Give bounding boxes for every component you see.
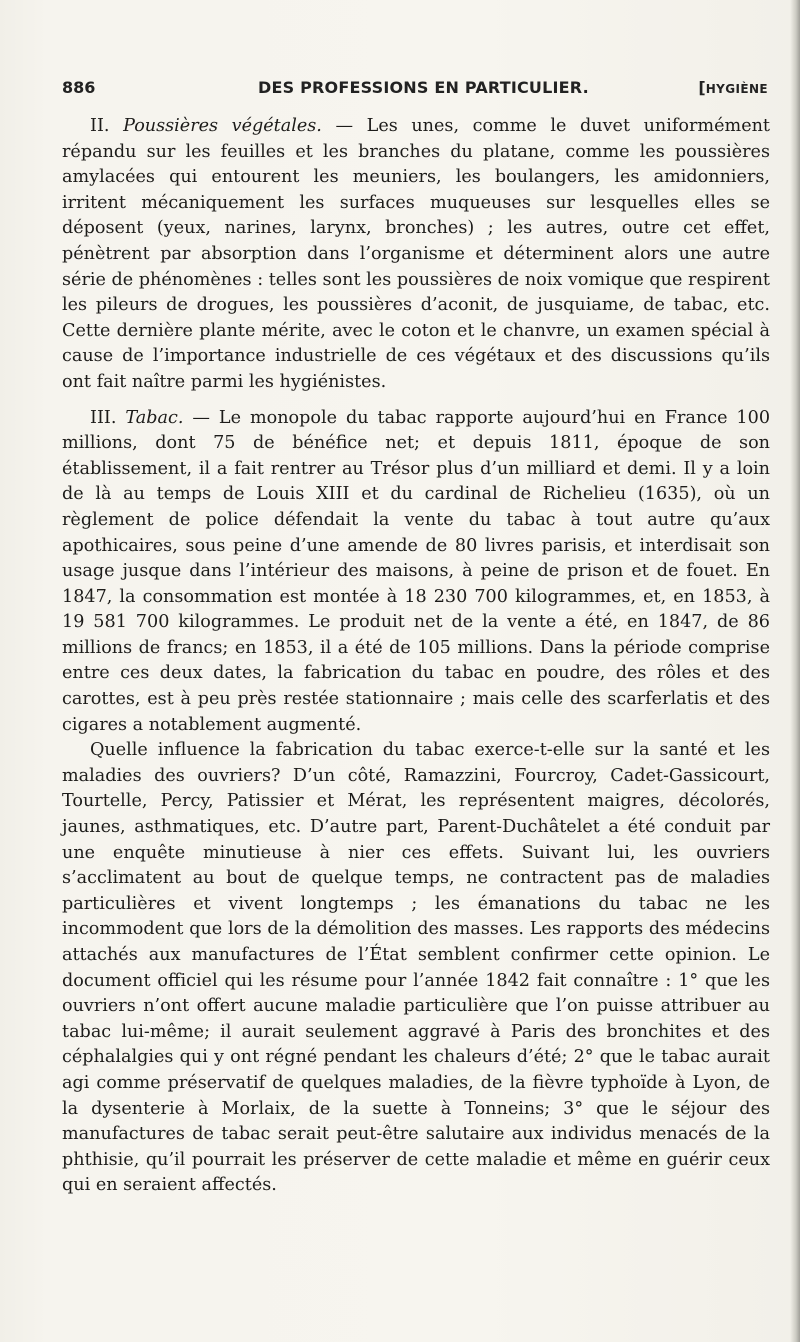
running-title: DES PROFESSIONS EN PARTICULIER. — [258, 78, 589, 97]
section-number: II. — [90, 116, 110, 136]
paragraph-tabac — [62, 406, 770, 739]
paragraph-text: — Le monopole du tabac rapporte aujourd’hui en France 100 millions, dont 75 de bénéfice net; et depuis 1811, époque de son établissement, il a fait rentrer au Trésor plus d’un milliard et demi. Il y a loin de là au temps de Louis XIII et du cardinal de Richelieu (1635), où un règlement de police défendait la vente du tabac à tout autre qu’aux apothicaires, sous peine d’une amende de 80 livres parisis, et interdisait son usage jusque dans l’intérieur des maisons, à peine de prison et de fouet. En 1847, la consommation est montée à 18 230 700 kilogrammes, et, en 1853, à 19 581 700 kilogrammes. Le produit net de la vente a été, en 1847, de 86 millions de francs; en 1853, il a été de 105 millions. Dans la période comprise entre ces deux dates, la fabrication du tabac en poudre, des rôles et des carottes, est à peu près restée stationnaire ; mais celle des scarferlatis et des cigares a notablement augmenté. — [62, 407, 771, 735]
paragraph-influence — [62, 738, 770, 1199]
page-edge-shadow — [790, 0, 800, 1342]
paragraph-text: Quelle influence la fabrication du tabac exerce-t-elle sur la santé et les maladies des ouvriers? D’un côté, Ramazzini, Fourcroy, Cadet-Gassicourt, Tourtelle, Percy, Patissier et Mérat, les représentent maigres, décolorés, jaunes, asthmatiques, etc. D’autre part, Parent-Duchâtelet a été conduit par une enquête minutieuse à nier ces effets. Suivant lui, les ouvriers s’acclimatent au bout de quelque temps, ne contractent pas de maladies particulières et vivent longtemps ; les émanations du tabac ne les incommodent que lors de la démolition des masses. Les rapports des médecins attachés aux manufactures de l’État semblent confirmer cette opinion. Le document officiel qui les résume pour l’année 1842 fait connaître : 1° que les ouvriers n’ont offert aucune maladie particulière que l’on puisse attribuer au tabac lui-même; il aurait seulement aggravé à Paris des bronchites et des céphalalgies qui y ont régné pendant les chaleurs d’été; 2° que le tabac aurait agi comme préservatif de quelques maladies, de la fièvre typhoïde à Lyon, de la dysenterie à Morlaix, de la suette à Tonneins; 3° que le séjour des manufactures de tabac serait peut-être salutaire aux individus menacés de la phthisie, qu’il pourrait les préserver de cette maladie et même en guérir ceux qui en seraient affectés. — [62, 740, 770, 1196]
section-name: HYGIÈNE — [705, 82, 768, 96]
section-title: Tabac. — [125, 407, 184, 428]
section-bracket: [ — [698, 78, 706, 97]
section-title: Poussières végétales. — [123, 116, 322, 136]
section-label — [698, 78, 768, 97]
section-number: III. — [90, 407, 117, 428]
paragraph-poussieres-vegetales — [62, 114, 770, 396]
page-body — [62, 114, 770, 1199]
running-header — [62, 78, 768, 102]
paragraph-text: — Les unes, comme le duvet uniformément répandu sur les feuilles et les branches du platane, comme les poussières amylacées qui entourent les meuniers, les boulangers, les amidonniers, irritent mécaniquement les surfaces muqueuses sur lesquelles elles se déposent (yeux, narines, larynx, bronches) ; les autres, outre cet effet, pénètrent par absorption dans l’organisme et déterminent alors une autre série de phénomènes : telles sont les poussières de noix vomique que respirent les pileurs de drogues, les poussières d’aconit, de jusquiame, de tabac, etc. Cette dernière plante mérite, avec le coton et le chanvre, un examen spécial à cause de l’importance industrielle de ces végétaux et des discussions qu’ils ont fait naître parmi les hygiénistes. — [62, 116, 771, 392]
page-number: 886 — [62, 78, 96, 97]
